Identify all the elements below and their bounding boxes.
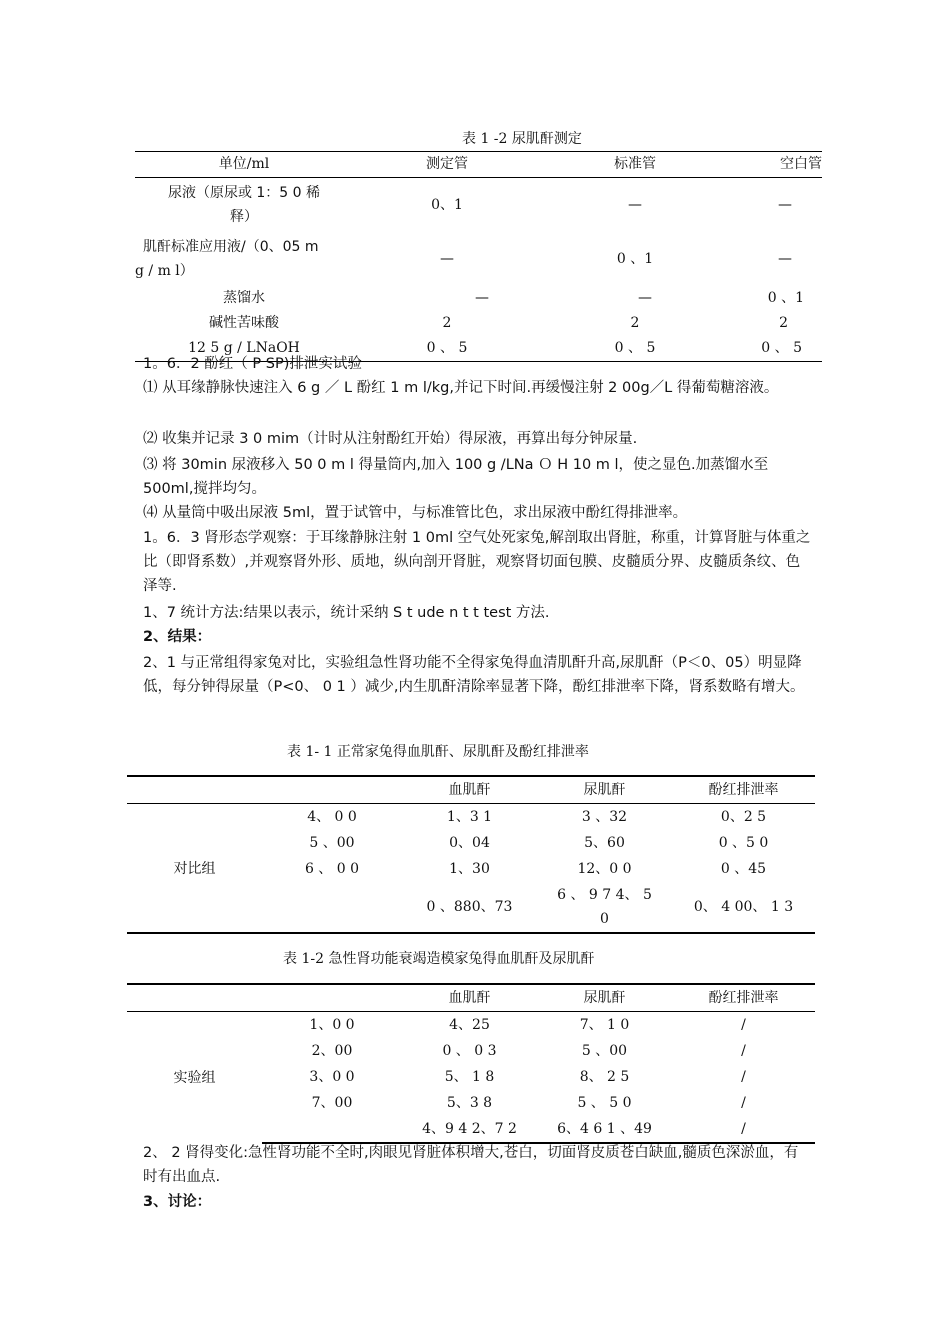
table-cell: 0 、 5: [541, 336, 729, 362]
table-cell: [262, 882, 402, 933]
table-cell: /: [741, 1069, 746, 1085]
table-a-caption: 表 1 -2 尿肌酐测定: [462, 131, 582, 147]
table-cell: /: [672, 1116, 815, 1143]
table-cell: [127, 882, 262, 933]
table-cell: 3 、32: [581, 809, 628, 825]
method-step-3: ⑶ 将 30min 尿液移入 50 0 m l 得量筒内,加入 100 g /LNa Ｏ H 10 m l，使之显色.加蒸馏水至 500ml,搅拌均匀。: [143, 457, 769, 497]
row-label: 尿液（原尿或 1：5 0 稀 释）: [167, 185, 321, 225]
row-label: 12 5 g / LNaOH: [135, 336, 353, 362]
table-cell: 0、 4 00、 1 3: [672, 882, 815, 933]
results-2-2-paragraph: 2、 2 肾得变化:急性肾功能不全时,肉眼见肾脏体积增大,苍白，切面肾皮质苍白缺血,髓质色深淤血，有时有出血点.: [143, 1145, 799, 1185]
table-row: [127, 804, 815, 831]
group-label: 实验组: [173, 1069, 216, 1086]
table-header-row: [127, 776, 815, 804]
section-1-6-2-heading: 1。6．2 酚红（ P SP)排泄实试验: [143, 356, 362, 372]
header-cell: [262, 984, 402, 1012]
table-c-caption: 表 1-2 急性肾功能衰竭造模家兔得血肌酐及尿肌酐: [283, 951, 595, 967]
table-cell: —: [778, 250, 792, 267]
table-cell: 4、 0 0: [307, 809, 357, 825]
group-label: 对比组: [173, 861, 216, 877]
table-row: [135, 286, 822, 311]
table-cell: 0 、45: [720, 861, 767, 877]
table-cell: 6 、 9 7 4、 5 0: [537, 882, 672, 933]
table-cell: 5 、00: [309, 835, 355, 851]
table-row: [127, 1012, 815, 1039]
table-cell: 5 、00: [581, 1043, 628, 1059]
header-cell: 酚红排泄率: [672, 776, 815, 804]
header-cell: 血肌酐: [402, 776, 537, 804]
section-1-7-paragraph: 1、7 统计方法:结果以表示，统计采纳 S t ude n t t test 方法.: [143, 605, 550, 621]
header-cell: 血肌酐: [402, 984, 537, 1012]
header-cell: 测定管: [353, 152, 541, 178]
table-row: [135, 232, 822, 286]
table-cell: 8、 2 5: [579, 1069, 630, 1085]
table-cell: 1、30: [449, 861, 490, 877]
table-cell: 2: [630, 315, 640, 331]
discussion-heading: 3、讨论：: [143, 1194, 212, 1210]
table-cell: 2、00: [311, 1043, 353, 1059]
table-cell: 2: [779, 315, 788, 331]
table-cell: 5、3 8: [446, 1095, 493, 1111]
header-cell: [262, 776, 402, 804]
section-1-6-3-paragraph: 1。6．3 肾形态学观察：于耳缘静脉注射 1 0ml 空气处死家兔,解剖取出肾脏，称重，计算肾脏与体重之比（即肾系数）,并观察肾外形、质地，纵向剖开肾脏，观察肾切面包膜、皮髓质分界、皮髓质条纹、色泽等.: [143, 530, 811, 594]
results-heading: 2、结果：: [143, 629, 212, 645]
table-cell: 0 、 5: [729, 336, 822, 362]
table-cell: —: [628, 196, 642, 213]
table-cell: 1、0 0: [309, 1017, 355, 1033]
header-cell: 尿肌酐: [537, 984, 672, 1012]
table-cell: 0 、 0 3: [442, 1043, 497, 1059]
table-cell: 5、60: [584, 835, 625, 851]
table-row: [135, 311, 822, 336]
table-cell: 4、25: [449, 1017, 490, 1033]
control-group-table: [127, 775, 815, 934]
table-cell: 6、4 6 1 、49: [537, 1116, 672, 1143]
table-cell: 7、 1 0: [579, 1017, 630, 1033]
row-label: 蒸馏水: [223, 290, 265, 306]
header-cell: [127, 776, 262, 804]
table-header-row: [127, 984, 815, 1012]
results-2-1-paragraph: 2、1 与正常组得家兔对比，实验组急性肾功能不全得家兔得血清肌酐升高,尿肌酐（P＜0、05）明显降低，每分钟得尿量（P<0、 0 1 ）减少,内生肌酐清除率显著下降，酚红排泄率下降，肾系数略有增大。: [143, 655, 805, 695]
table-cell: 4、9 4 2、7 2: [402, 1116, 537, 1143]
table-row: [127, 882, 815, 933]
urine-creatinine-table: [135, 151, 822, 362]
table-cell: 0 、5 0: [718, 835, 769, 851]
row-label: 碱性苦味酸: [209, 315, 279, 331]
table-cell: /: [741, 1043, 746, 1059]
table-cell: 12、0 0: [577, 861, 632, 877]
method-step-1: ⑴ 从耳缘静脉快速注入 6 g ／ L 酚红 1 m l/kg,并记下时间.再缓慢注射 2 00g／L 得葡萄糖溶液。: [143, 380, 779, 396]
table-cell: [262, 1116, 402, 1143]
row-label: 肌酐标准应用液/（0、05 m g / m l）: [135, 239, 319, 279]
table-cell: 0、1: [431, 196, 463, 213]
table-cell: 3、0 0: [309, 1069, 355, 1085]
table-cell: 0 、1: [616, 250, 654, 267]
method-step-2: ⑵ 收集并记录 3 0 mim（计时从注射酚红开始）得尿液，再算出每分钟尿量.: [143, 431, 638, 447]
table-cell: 5、 1 8: [444, 1069, 495, 1085]
table-cell: —: [638, 290, 652, 306]
header-cell: 标准管: [541, 152, 729, 178]
table-b-caption: 表 1- 1 正常家兔得血肌酐、尿肌酐及酚红排泄率: [287, 744, 589, 760]
header-cell: [127, 984, 262, 1012]
table-cell: —: [440, 250, 454, 267]
table-cell: —: [475, 290, 489, 306]
table-cell: /: [741, 1095, 746, 1111]
method-step-4: ⑷ 从量筒中吸出尿液 5ml，置于试管中，与标准管比色，求出尿液中酚红得排泄率。: [143, 505, 688, 521]
table-cell: 0 、880、73: [402, 882, 537, 933]
table-cell: 0 、 5: [353, 336, 541, 362]
table-cell: 0、04: [449, 835, 490, 851]
table-row: [135, 178, 822, 233]
table-cell: 5 、 5 0: [577, 1095, 632, 1111]
table-cell: 6 、 0 0: [304, 861, 360, 877]
table-cell: 1、3 1: [446, 809, 493, 825]
header-cell: 单位/ml: [135, 152, 353, 178]
table-cell: —: [778, 196, 792, 213]
table-header-row: [135, 152, 822, 178]
header-cell: 尿肌酐: [537, 776, 672, 804]
table-cell: /: [741, 1017, 746, 1033]
table-cell: 0 、1: [767, 290, 804, 306]
experiment-group-table: [127, 983, 815, 1144]
header-cell: 酚红排泄率: [672, 984, 815, 1012]
table-cell: 0、2 5: [720, 809, 767, 825]
table-cell: 2: [442, 315, 452, 331]
table-cell: 7、00: [311, 1095, 353, 1111]
header-cell: 空白管: [729, 152, 822, 178]
